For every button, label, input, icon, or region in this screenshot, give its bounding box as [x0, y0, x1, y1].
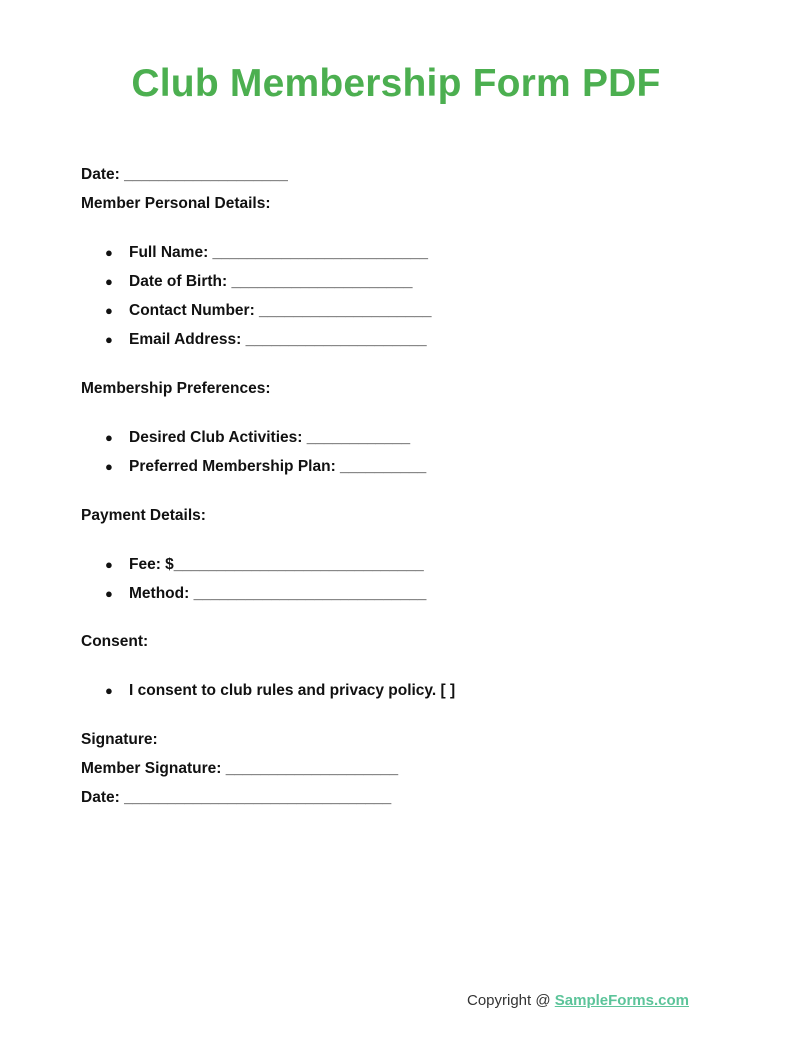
bullet-dot-icon: ●: [105, 557, 113, 572]
personal-details-heading: Member Personal Details:: [81, 195, 271, 212]
membership-plan-label: Preferred Membership Plan: __________: [129, 458, 427, 475]
bullet-dot-icon: ●: [105, 459, 113, 474]
member-signature-field[interactable]: Member Signature: ____________________: [81, 760, 399, 777]
membership-preferences-heading: Membership Preferences:: [81, 380, 271, 397]
bullet-dot-icon: ●: [105, 332, 113, 347]
copyright-prefix: Copyright @: [467, 992, 555, 1009]
desired-activities-field[interactable]: [105, 428, 410, 448]
signature-date-field[interactable]: Date: _______________________________: [81, 789, 392, 806]
consent-checkbox-item[interactable]: [105, 681, 455, 701]
brand-link[interactable]: SampleForms.com: [554, 992, 689, 1009]
contact-number-label: Contact Number: ____________________: [129, 302, 432, 319]
fee-label: Fee: $_____________________________: [129, 556, 424, 573]
consent-heading: Consent:: [81, 633, 149, 650]
membership-plan-field[interactable]: [105, 457, 426, 477]
payment-method-label: Method: ___________________________: [129, 585, 427, 602]
consent-label: I consent to club rules and privacy policy. [ ]: [129, 682, 456, 699]
email-address-field[interactable]: [105, 330, 427, 350]
desired-activities-label: Desired Club Activities: ____________: [129, 429, 411, 446]
bullet-dot-icon: ●: [105, 245, 113, 260]
fee-field[interactable]: [105, 555, 424, 575]
payment-details-heading: Payment Details:: [81, 507, 206, 524]
email-address-label: Email Address: _____________________: [129, 331, 427, 348]
bullet-dot-icon: ●: [105, 303, 113, 318]
bullet-dot-icon: ●: [105, 430, 113, 445]
contact-number-field[interactable]: [105, 301, 431, 321]
full-name-label: Full Name: _________________________: [129, 244, 429, 261]
signature-heading: Signature:: [81, 731, 158, 748]
date-field[interactable]: Date: ___________________: [81, 166, 288, 183]
page-title: Club Membership Form PDF: [131, 62, 661, 105]
bullet-dot-icon: ●: [105, 586, 113, 601]
copyright-footer: [467, 992, 689, 1009]
bullet-dot-icon: ●: [105, 274, 113, 289]
bullet-dot-icon: ●: [105, 683, 113, 698]
payment-method-field[interactable]: [105, 584, 426, 604]
date-of-birth-label: Date of Birth: _____________________: [129, 273, 413, 290]
date-of-birth-field[interactable]: [105, 272, 413, 292]
full-name-field[interactable]: [105, 243, 428, 263]
